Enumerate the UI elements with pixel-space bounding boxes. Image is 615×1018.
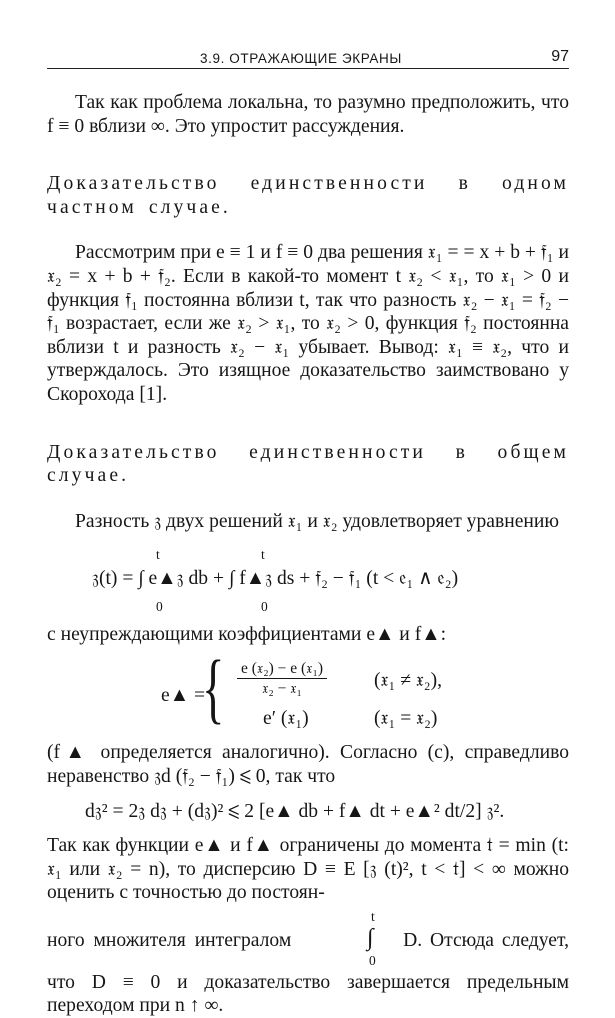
heading-special-case: Доказательство единственности в одном частном случае. bbox=[47, 173, 569, 218]
difference-quotient bbox=[237, 659, 327, 698]
paragraph-special-case-proof: Рассмотрим при e ≡ 1 и f ≡ 0 два решения 𝔵₁ = = x + b + 𝔣₁ и 𝔵₂ = x + b + 𝔣₂. Если в какой-то момент t 𝔵₂ < 𝔵₁, то 𝔵₁ > 0 и функция 𝔣₁ постоянна вблизи t, так что разность 𝔵₂ − 𝔵₁ = 𝔣₂ − 𝔣₁ возрастает, если же 𝔵₂ > 𝔵₁, то 𝔵₂ > 0, функция 𝔣₂ постоянна вблизи t и разность 𝔵₂ − 𝔵₁ убывает. Вывод: 𝔵₁ ≡ 𝔵₂, что и утверждалось. Это изящное доказательство заимствовано у Скорохода [1]. bbox=[47, 242, 569, 405]
fraction-denominator: 𝔵₂ − 𝔵₁ bbox=[262, 679, 302, 697]
equation-text: 𝔷(t) = ∫ e▲𝔷 db + ∫ f▲𝔷 ds + 𝔣₂ − 𝔣₁ (t < 𝔢₁ ∧ 𝔢₂) bbox=[92, 568, 459, 590]
paragraph-coefficients: с неупреждающими коэффициентами e▲ и f▲: bbox=[47, 624, 447, 646]
integral-sign: ∫ bbox=[367, 924, 374, 951]
paragraph-variance: Так как функции e▲ и f▲ ограничены до момента 𝔱 = min (t: 𝔵₁ или 𝔵₂ = n), то дисперсию D ≡ E [𝔷 (t)², t < 𝔱] < ∞ можно оценить с точностью до постоян- bbox=[47, 835, 569, 904]
running-header bbox=[47, 40, 569, 69]
piecewise-definition bbox=[47, 643, 569, 735]
integral-equation bbox=[47, 543, 569, 617]
paragraph-difference: Разность 𝔷 двух решений 𝔵₁ и 𝔵₂ удовлетворяет уравнению bbox=[75, 510, 560, 532]
left-brace: { bbox=[202, 643, 225, 731]
integral-lower-limit-1: 0 bbox=[156, 599, 163, 615]
paragraph-inequality-intro: (f▲ определяется аналогично). Согласно (с), справедливо неравенство 𝔷d (𝔣₂ − 𝔣₁) ⩽ 0, так что bbox=[47, 741, 569, 787]
heading-general-case: Доказательство единственности в общем случае. bbox=[47, 441, 569, 487]
fraction-numerator: e (𝔵₂) − e (𝔵₁) bbox=[237, 659, 327, 679]
integral-upper-limit-3: t bbox=[371, 908, 375, 924]
cases-row-2: e′ (𝔵₁) bbox=[263, 707, 309, 729]
integral-lower-limit-2: 0 bbox=[261, 599, 268, 615]
cases-lhs: e▲ = bbox=[161, 684, 206, 706]
integral-upper-limit-1: t bbox=[156, 547, 160, 563]
cases-condition-2: (𝔵₁ = 𝔵₂) bbox=[374, 707, 438, 729]
integral-line-left: ного множителя интегралом bbox=[47, 929, 292, 951]
integral-lower-limit-3: 0 bbox=[369, 952, 376, 968]
integral-upper-limit-2: t bbox=[261, 547, 265, 563]
cases-condition-1: (𝔵₁ ≠ 𝔵₂), bbox=[374, 669, 443, 691]
integral-line-right: D. Отсюда следует, bbox=[403, 929, 569, 951]
cases-row-1 bbox=[237, 659, 327, 700]
paragraph-conclusion: что D ≡ 0 и доказательство завершается предельным переходом при n ↑ ∞. bbox=[47, 971, 569, 1017]
paragraph-locality: Так как проблема локальна, то разумно предположить, что f ≡ 0 вблизи ∞. Это упростит рассуждения. bbox=[47, 92, 569, 137]
section-title: 3.9. ОТРАЖАЮЩИЕ ЭКРАНЫ bbox=[200, 51, 402, 66]
ito-inequality: d𝔷² = 2𝔷 d𝔷 + (d𝔷)² ⩽ 2 [e▲ db + f▲ dt + e▲² dt/2] 𝔷². bbox=[85, 801, 505, 823]
integral-line bbox=[47, 905, 569, 967]
page-number: 97 bbox=[551, 48, 569, 65]
